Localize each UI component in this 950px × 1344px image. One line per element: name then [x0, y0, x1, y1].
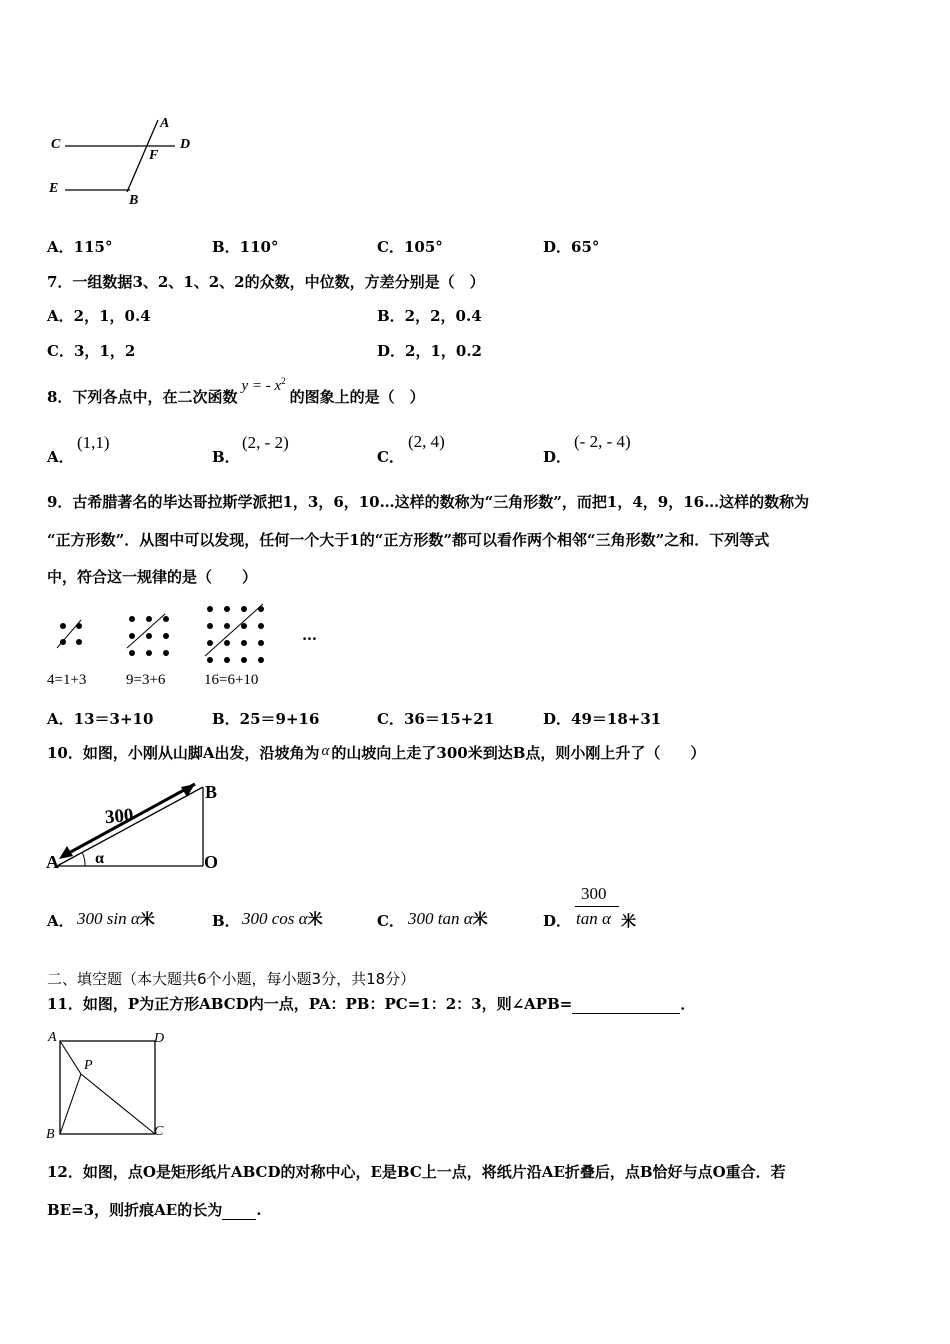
square-label-a: A: [48, 1030, 57, 1045]
label-a: A: [160, 116, 170, 131]
q9-caption-1: 4=1+3: [47, 672, 87, 688]
q6-option-c[interactable]: C．105°: [377, 238, 443, 256]
square-label-b: B: [46, 1127, 55, 1142]
q10-stem-pre: 10．如图，小刚从山脚A出发，沿坡角为: [47, 744, 320, 762]
q8-formula: y = - $x^2$: [241, 376, 286, 394]
q9-ellipsis: …: [302, 626, 317, 644]
q8-option-c-letter[interactable]: C．: [377, 448, 404, 466]
q10-option-b-value: 300 cos α米: [242, 909, 323, 928]
q9-stem-line3: 中，符合这一规律的是（ ）: [47, 568, 258, 586]
q9-option-b[interactable]: B．25＝9+16: [212, 710, 320, 728]
square-number-4x4: [203, 602, 269, 668]
label-c: C: [51, 137, 61, 152]
square-label-p: P: [84, 1058, 93, 1073]
label-e: E: [49, 181, 59, 196]
q8-option-d-letter[interactable]: D．: [543, 448, 572, 466]
label-b: B: [129, 193, 139, 208]
q10-option-a-value: 300 sin α米: [77, 909, 155, 928]
q9-option-d[interactable]: D．49＝18+31: [543, 710, 662, 728]
q10-option-d-unit: 米: [621, 912, 637, 930]
label-d: D: [180, 137, 191, 152]
q11-stem: 11．如图，P为正方形ABCD内一点，PA：PB：PC=1：2：3，则∠APB= ．: [47, 995, 696, 1013]
q7-option-b[interactable]: B．2，2，0.4: [377, 307, 482, 325]
q12-stem-line1: 12．如图，点O是矩形纸片ABCD的对称中心，E是BC上一点，将纸片沿AE折叠后，点B恰好与点O重合．若: [47, 1163, 786, 1181]
q10-option-d-letter[interactable]: D．: [543, 912, 572, 930]
slope-angle-label: α: [95, 850, 104, 867]
q8-option-a-letter[interactable]: A．: [47, 448, 74, 466]
q9-stem-line2: “正方形数”．从图中可以发现，任何一个大于1的“正方形数”都可以看作两个相邻“三角形数”之和．下列等式: [47, 531, 770, 549]
q11-answer-blank[interactable]: [572, 995, 680, 1014]
q10-option-c-letter[interactable]: C．: [377, 912, 404, 930]
q10-option-a-letter[interactable]: A．: [47, 912, 74, 930]
q12-stem-line2-text: BE=3，则折痕AE的长为: [47, 1201, 223, 1219]
label-f: F: [149, 148, 159, 163]
parallel-lines-figure: [40, 110, 210, 220]
slope-length-label: 300: [104, 804, 135, 829]
q9-stem-line1: 9．古希腊著名的毕达哥拉斯学派把1，3，6，10…这样的数称为“三角形数”，而把1，4，9，16…这样的数称为: [47, 493, 810, 511]
q6-option-d[interactable]: D．65°: [543, 238, 600, 256]
q9-option-a[interactable]: A．13＝3+10: [47, 710, 154, 728]
q10-option-c-value: 300 tan α米: [408, 909, 488, 928]
q7-stem: 7．一组数据3、2、1、2、2的众数，中位数，方差分别是（ ）: [47, 273, 485, 291]
q9-caption-2: 9=3+6: [126, 672, 166, 688]
q10-stem-post: 的山坡向上走了300米到达B点，则小刚上升了（ ）: [331, 744, 706, 762]
q10-option-b-letter[interactable]: B．: [212, 912, 240, 930]
q8-option-b-letter[interactable]: B．: [212, 448, 240, 466]
q10-option-d-numerator: 300: [581, 884, 607, 903]
slope-label-b: B: [205, 782, 218, 802]
q7-option-d[interactable]: D．2，1，0.2: [377, 342, 482, 360]
q11-stem-text: 11．如图，P为正方形ABCD内一点，PA：PB：PC=1：2：3，则∠APB=: [47, 995, 573, 1013]
q12-stem-line2: BE=3，则折痕AE的长为 .: [47, 1201, 262, 1219]
q8-stem: [47, 376, 425, 407]
q8-option-c-value: (2, 4): [408, 432, 445, 451]
q7-option-c[interactable]: C．3，1，2: [47, 342, 136, 360]
q8-stem-post: 的图象上的是（ ）: [289, 388, 425, 406]
square-label-c: C: [154, 1124, 164, 1139]
q9-caption-3: 16=6+10: [204, 672, 259, 688]
q12-answer-blank[interactable]: [222, 1201, 256, 1220]
q10-option-d-denominator: tan α: [576, 909, 611, 928]
q9-option-c[interactable]: C．36＝15+21: [377, 710, 495, 728]
square-label-d: D: [154, 1031, 165, 1046]
q10-stem: [47, 742, 705, 763]
square-number-2x2: [55, 618, 95, 658]
slope-label-a: A: [46, 852, 59, 872]
q6-option-a[interactable]: A．115°: [47, 238, 113, 256]
q8-option-a-value: (1,1): [77, 433, 110, 452]
q8-option-d-value: (- 2, - 4): [574, 432, 631, 451]
q6-option-b[interactable]: B．110°: [212, 238, 279, 256]
q8-option-b-value: (2, - 2): [242, 433, 289, 452]
q10-option-d-fraction-bar: [575, 906, 619, 907]
slope-label-o: O: [204, 852, 219, 872]
q7-option-a[interactable]: A．2，1，0.4: [47, 307, 151, 325]
q8-stem-pre: 8．下列各点中，在二次函数: [47, 388, 238, 406]
q10-alpha: α: [321, 743, 330, 759]
section-2-title: 二、填空题（本大题共6个小题，每小题3分，共18分）: [47, 970, 416, 988]
square-number-3x3: [125, 612, 175, 662]
